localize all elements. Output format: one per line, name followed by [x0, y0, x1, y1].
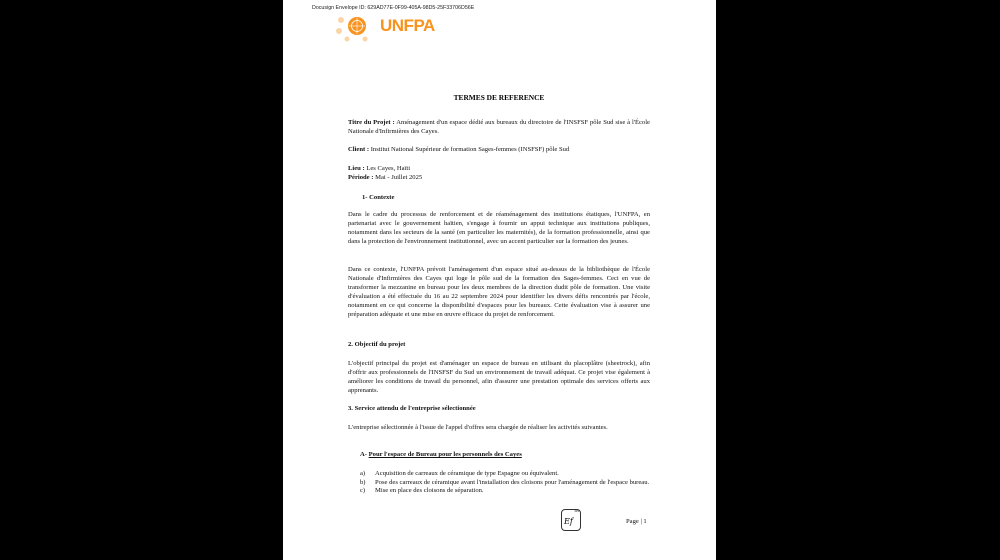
- list-item-marker: a): [360, 470, 366, 477]
- service-paragraph: L'entreprise sélectionnée à l'issue de l'appel d'offres sera chargée de réaliser les activités suivantes.: [348, 424, 608, 431]
- unfpa-logo-text: UNFPA: [380, 16, 435, 35]
- periode-label: Période :: [348, 174, 374, 181]
- contexte-heading: 1- Contexte: [362, 194, 395, 201]
- client-block: [348, 146, 650, 155]
- project-title-text: Aménagement d'un espace dédié aux bureaux du directoire de l'INSFSF pôle Sud sise à l'École Nationale d'Infirmières des Cayes.: [348, 119, 650, 135]
- list-item-marker: c): [360, 487, 366, 495]
- un-emblem-icon: [335, 11, 377, 43]
- docusign-envelope-id: Docusign Envelope ID: 629AD77E-0F99-405A-98D5-25F33706D56E: [312, 5, 475, 11]
- document-page: [283, 0, 716, 560]
- unfpa-logo: [335, 11, 435, 43]
- list-item: [348, 487, 650, 496]
- client-text: Institut National Supérieur de formation Sages-femmes (INSFSF) pôle Sud: [370, 146, 570, 153]
- list-item-text: Mise en place des cloisons de séparation.: [375, 487, 484, 495]
- page-number: Page | 1: [626, 518, 647, 525]
- list-item-text: Acquisition de carreaux de céramique de type Espagne ou équivalent.: [375, 470, 559, 477]
- list-item: [348, 479, 650, 488]
- document-title: TERMES DE REFERENCE: [453, 93, 545, 102]
- list-item-text: Pose des carreaux de céramique avant l'installation des cloisons pour l'aménagement de l'espace bureau.: [375, 478, 650, 486]
- project-title-label: Titre du Projet :: [348, 119, 395, 126]
- contexte-paragraph-1: Dans le cadre du processus de renforcement et de réaménagement des institutions étatiques, l'UNFPA, en partenariat avec le gouvernement haïtien, s'engage à fournir un appui technique aux institutions publiques, notamment dans les secteurs de la santé (en particulier les maternités), de la formation professionnelle, ainsi que dans la protection de l'environnement institutionnel, avec un accent particulier sur la formation des jeunes.: [348, 211, 650, 245]
- initials-stamp-label: DS: [574, 509, 579, 513]
- list-item-marker: b): [360, 478, 366, 486]
- service-heading: 3. Service attendu de l'entreprise sélectionnée: [348, 405, 476, 412]
- project-title-block: [348, 119, 650, 137]
- contexte-paragraph-2: Dans ce contexte, l'UNFPA prévoit l'aménagement d'un espace situé au-dessus de la bibliothèque de l'École Nationale d'Infirmières des Cayes qui loge le pôle sud de la formation des Sages-femmes. Ceci en vue de transformer la mezzanine en bureau pour les deux membres de la direction dudit pôle de formation. Une visite d'évaluation a été effectuée du 16 au 22 septembre 2024 pour identifier les divers défis rencontrés par l'école, notamment en ce qui concerne la disponibilité d'espaces pour les bureaux. Cette évaluation vise à assurer une préparation adéquate et une mise en œuvre efficace du projet de renforcement.: [348, 266, 650, 318]
- objectif-paragraph: L'objectif principal du projet est d'aménager un espace de bureau en utilisant du placoplâtre (sheetrock), afin d'offrir aux professionnels de l'INSFSF du Sud un environnement de travail adéquat. Ce projet vise également à améliorer les conditions de travail du personnel, afin d'assurer une prestation optimale des services offerts aux apprenants.: [348, 360, 650, 394]
- lieu-label: Lieu :: [348, 165, 365, 172]
- activity-list: [348, 470, 650, 496]
- docusign-initials-stamp: [561, 509, 581, 531]
- objectif-heading: 2. Objectif du projet: [348, 341, 406, 348]
- subsection-a-title: Pour l'espace de Bureau pour les personnels des Cayes: [368, 451, 522, 458]
- initials-signature: Ef: [564, 517, 573, 526]
- client-label: Client :: [348, 146, 370, 153]
- periode-text: Mai - Juillet 2025: [375, 174, 423, 181]
- lieu-text: Les Cayes, Haïti: [366, 165, 411, 172]
- subsection-a-marker: A-: [360, 451, 367, 458]
- subsection-a-heading: [348, 451, 650, 460]
- lieu-block: [348, 165, 650, 174]
- list-item: [348, 470, 650, 479]
- periode-block: [348, 174, 650, 183]
